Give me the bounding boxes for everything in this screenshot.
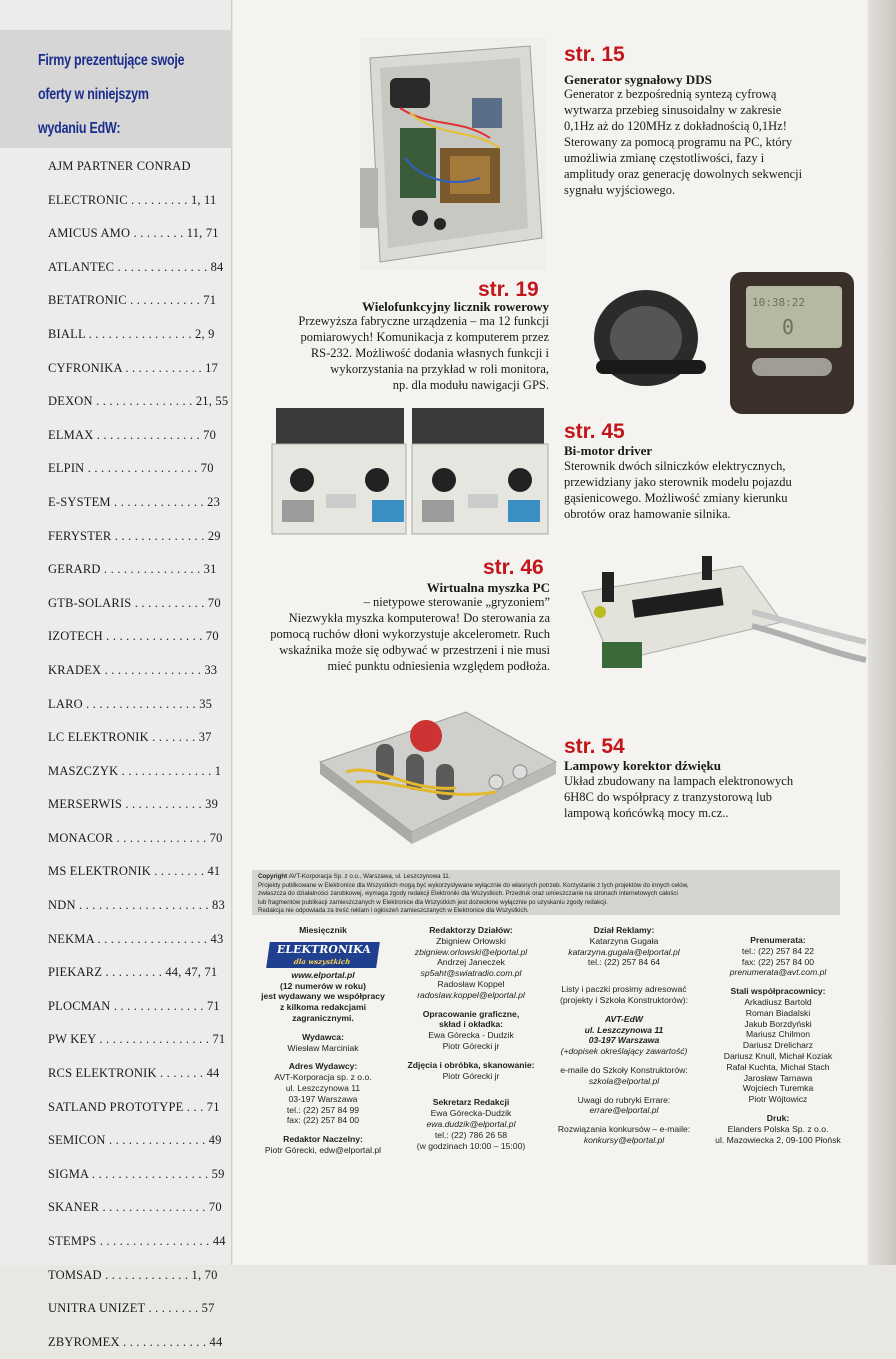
advertiser-entry: NEKMA . . . . . . . . . . . . . . . . . 43 — [48, 931, 224, 946]
collaborator: Dariusz Drelicharz — [742, 1040, 814, 1051]
masthead-line: z kilkoma redakcjami — [280, 1002, 366, 1013]
ads-email[interactable]: katarzyna.gugala@elportal.pl — [568, 946, 680, 957]
svg-text:10:38:22: 10:38:22 — [752, 296, 805, 309]
masthead-column-subscriptions — [702, 935, 854, 1145]
letters-address: AVT-EdW — [604, 1013, 644, 1024]
article-line: mieć punktu odniesienia względem podłoża. — [327, 659, 550, 673]
publisher-name: Wiesław Marciniak — [287, 1042, 359, 1053]
article-body-motor — [564, 458, 864, 522]
article-line: Sterownik dwóch silniczków elektrycznych, — [564, 459, 786, 473]
photo-virtual-mouse — [572, 552, 866, 692]
collaborator: Wojciech Turemka — [742, 1083, 814, 1094]
print-line: ul. Mazowiecka 2, 09-100 Płońsk — [715, 1134, 841, 1145]
advertiser-entry: IZOTECH . . . . . . . . . . . . . . . 70 — [48, 629, 219, 644]
article-line: – nietypowe sterowanie „gryzoniem” — [363, 595, 550, 609]
ads-line: tel.: (22) 257 84 64 — [587, 957, 661, 968]
article-line: pomocą ruchów dłoni wykorzystuje akcelerometr. Ruch — [270, 627, 550, 641]
article-line: 0,1Hz aż do 120MHz z dokładnością 0,1Hz! — [564, 119, 787, 133]
advertiser-entry: KRADEX . . . . . . . . . . . . . . . 33 — [48, 662, 218, 677]
masthead-line: (12 numerów w roku) — [280, 980, 366, 991]
editor-email[interactable]: zbigniew.orlowski@elportal.pl — [414, 946, 528, 957]
photos-heading: Zdjęcia i obróbka, skanowanie: — [407, 1059, 535, 1070]
graphics-heading: Opracowanie graficzne, — [422, 1008, 520, 1019]
advertiser-entry: E-SYSTEM . . . . . . . . . . . . . . 23 — [48, 494, 221, 509]
article-line: amplitudy oraz generację dowolnych sekwencji — [564, 167, 803, 181]
contest-line: Rozwiązania konkursów – e-maile: — [557, 1124, 691, 1135]
address-line: 03-197 Warszawa — [288, 1093, 358, 1104]
advertiser-entry: GTB-SOLARIS . . . . . . . . . . . 70 — [48, 595, 221, 610]
copyright-label: Copyright — [258, 873, 288, 880]
photos-line: Piotr Górecki jr — [442, 1070, 500, 1081]
advertiser-entry: NDN . . . . . . . . . . . . . . . . . . . . 83 — [48, 898, 225, 913]
advertiser-entry: AMICUS AMO . . . . . . . . 11, 71 — [48, 226, 219, 241]
copyright-line: Projekty publikowane w Elektronice dla Wszystkich mogą być wykorzystywane wyłącznie do własnych potrzeb. Korzystanie z tych projektów do innych celów, — [258, 881, 689, 889]
advertiser-entry: SATLAND PROTOTYPE . . . 71 — [48, 1099, 220, 1114]
advertiser-entry: SIGMA . . . . . . . . . . . . . . . . . . 59 — [48, 1166, 225, 1181]
secretary-line: Ewa Górecka-Dudzik — [430, 1108, 512, 1119]
collaborator: Roman Biadalski — [745, 1007, 811, 1018]
editor-name: Piotr Górecki, edw@elportal.pl — [264, 1144, 382, 1155]
print-line: Elanders Polska Sp. z o.o. — [727, 1123, 829, 1134]
advertiser-entry: MS ELEKTRONIK . . . . . . . . 41 — [48, 864, 221, 879]
advertiser-entry: MASZCZYK . . . . . . . . . . . . . . 1 — [48, 763, 222, 778]
errare-line: Uwagi do rubryki Errare: — [577, 1094, 671, 1105]
advertiser-entry: PLOCMAN . . . . . . . . . . . . . . 71 — [48, 998, 220, 1013]
article-title-bike: Wielofunkcyjny licznik rowerowy — [361, 299, 549, 314]
advertiser-entry: GERARD . . . . . . . . . . . . . . . 31 — [48, 562, 217, 577]
article-line: RS-232. Możliwość dodania własnych funkcji i — [310, 346, 549, 360]
article-line: 6H8C do współpracy z tranzystorową lub — [564, 790, 772, 804]
advertiser-entry: UNITRA UNIZET . . . . . . . . 57 — [48, 1301, 215, 1316]
advertiser-entry: LC ELEKTRONIK . . . . . . . 37 — [48, 730, 212, 745]
collaborator: Jakub Borzdyński — [744, 1018, 812, 1029]
advertiser-entry: ATLANTEC . . . . . . . . . . . . . . 84 — [48, 259, 224, 274]
editor-email[interactable]: radoslaw.koppel@elportal.pl — [417, 989, 525, 1000]
article-title-equalizer: Lampowy korektor dźwięku — [564, 758, 721, 773]
article-body-bike — [240, 313, 549, 393]
page-ref-19: str. 19 — [478, 278, 539, 301]
article-title-motor: Bi-motor driver — [564, 443, 653, 458]
letters-address: (+dopisek określający zawartość) — [560, 1046, 688, 1057]
page-ref-54: str. 54 — [564, 735, 625, 758]
advertiser-entry: CYFRONIKA . . . . . . . . . . . . 17 — [48, 360, 219, 375]
editors-heading: Redaktorzy Działów: — [429, 925, 513, 935]
article-line: wytwarza przebieg sinusoidalny w zakresie — [564, 103, 782, 117]
address-heading: Adres Wydawcy: — [288, 1061, 358, 1072]
article-title-dds: Generator sygnałowy DDS — [564, 72, 712, 87]
sidebar-title-line: wydaniu EdW: — [38, 120, 121, 137]
article-body-equalizer — [564, 773, 864, 821]
copyright-notice — [252, 870, 840, 915]
advertiser-entry: BIALL . . . . . . . . . . . . . . . . 2, 9 — [48, 326, 215, 341]
collaborators-heading: Stali współpracownicy: — [730, 986, 826, 997]
advertiser-entry: MERSERWIS . . . . . . . . . . . . 39 — [48, 797, 219, 812]
advertiser-entry: MONACOR . . . . . . . . . . . . . . 70 — [48, 830, 223, 845]
logo-text: ELEKTRONIKA — [275, 942, 372, 956]
article-line: Układ zbudowany na lampach elektronowych — [564, 774, 794, 788]
article-line: obrotów oraz hamowanie silnika. — [564, 507, 731, 521]
advertiser-entry: ZBYROMEX . . . . . . . . . . . . . 44 — [48, 1334, 223, 1349]
page-ref-46: str. 46 — [483, 556, 544, 579]
masthead-line: jest wydawany we współpracy — [261, 991, 385, 1002]
ads-heading: Dział Reklamy: — [593, 925, 655, 935]
subscription-email[interactable]: prenumerata@avt.com.pl — [729, 967, 827, 978]
letters-address: ul. Leszczynowa 11 — [584, 1024, 664, 1035]
advertiser-entry: DEXON . . . . . . . . . . . . . . . 21, 55 — [48, 394, 229, 409]
address-line: AVT-Korporacja sp. z o.o. — [274, 1072, 372, 1083]
advertiser-entry: STEMPS . . . . . . . . . . . . . . . . . 44 — [48, 1234, 226, 1248]
address-line: ul. Leszczynowa 11 — [285, 1082, 361, 1093]
article-line: Przewyższa fabryczne urządzenia – ma 12 funkcji — [298, 314, 549, 328]
advertiser-entry: RCS ELEKTRONIK . . . . . . . 44 — [48, 1066, 220, 1081]
advertiser-entry: LARO . . . . . . . . . . . . . . . . . 35 — [48, 696, 213, 711]
address-line: fax: (22) 257 84 00 — [286, 1115, 360, 1126]
article-line: pomiarowych! Komunikacja z komputerem przez — [300, 330, 549, 344]
photo-bike-computer — [576, 268, 862, 418]
advertiser-entry: TOMSAD . . . . . . . . . . . . . 1, 70 — [48, 1267, 218, 1282]
address-line: tel.: (22) 257 84 99 — [286, 1104, 360, 1115]
advertiser-entry: ELPIN . . . . . . . . . . . . . . . . . 70 — [48, 461, 214, 476]
advertiser-entry: SEMICON . . . . . . . . . . . . . . . 49 — [48, 1133, 222, 1148]
article-line: wskaźnika może się odbywać w przestrzeni i nie musi — [279, 643, 550, 657]
collaborator: Jarosław Tarnawa — [743, 1072, 813, 1083]
article-line: lampową końcówką mocy m.cz.. — [564, 806, 729, 820]
editor-heading: Redaktor Naczelny: — [283, 1134, 363, 1145]
website-url[interactable]: www.elportal.pl — [291, 969, 355, 980]
secretary-line: tel.: (22) 786 26 58 — [434, 1129, 508, 1140]
errare-email[interactable]: errare@elportal.pl — [589, 1105, 659, 1116]
secretary-line: (w godzinach 10:00 – 15:00) — [416, 1140, 526, 1151]
graphics-heading: skład i okładka: — [438, 1019, 503, 1030]
masthead-column-editors — [396, 925, 546, 1151]
editor-email[interactable]: sp5aht@swiatradio.com.pl — [420, 968, 522, 979]
advertiser-entry: SKANER . . . . . . . . . . . . . . . . 70 — [48, 1200, 222, 1215]
publisher-heading: Wydawca: — [302, 1031, 344, 1042]
secretary-email[interactable]: ewa.dudzik@elportal.pl — [426, 1118, 516, 1129]
magazine-logo — [266, 942, 380, 968]
article-line: gąsienicowego. Możliwość zmiany kierunku — [564, 491, 788, 505]
editor-line: Zbigniew Orłowski — [436, 935, 506, 946]
collaborator: Rafał Kuchta, Michał Stach — [726, 1061, 830, 1072]
sidebar-title-line: Firmy prezentujące swoje — [38, 52, 185, 69]
article-line: Sterowany za pomocą programu na PC, który — [564, 135, 793, 149]
advertiser-entry: ELECTRONIC . . . . . . . . . 1, 11 — [48, 192, 217, 207]
collaborator: Dariusz Knull, Michał Koziak — [723, 1050, 833, 1061]
article-line: Generator z bezpośrednią syntezą cyfrową — [564, 87, 777, 101]
advertiser-list — [48, 150, 229, 1359]
article-line: przewidziany jako sterownik modelu pojazdu — [564, 475, 792, 489]
letters-line: Listy i paczki prosimy adresować — [561, 984, 687, 995]
letters-address: 03-197 Warszawa — [588, 1035, 660, 1046]
masthead-column-ads — [548, 925, 700, 1146]
article-line: wykorzystania na przykład w roli monitora, — [330, 362, 549, 376]
sidebar-title — [38, 44, 217, 146]
advertiser-entry: BETATRONIC . . . . . . . . . . . 71 — [48, 293, 217, 308]
subscription-heading: Prenumerata: — [750, 935, 806, 945]
copyright-line: zwłaszcza do działalności zarobkowej, wymaga zgody redakcji Elektroniki dla Wszystkich. Przedruk oraz umieszczanie na stronach internetowych całości — [258, 890, 678, 898]
letters-line: (projekty i Szkoła Konstruktorów): — [560, 994, 688, 1005]
advertiser-entry: FERYSTER . . . . . . . . . . . . . . 29 — [48, 528, 221, 543]
article-body-dds — [564, 86, 864, 198]
editor-line: Andrzej Janeczek — [437, 957, 505, 968]
article-line: umożliwia zmianę częstotliwości, fazy i — [564, 151, 765, 165]
collaborator: Mariusz Chilmon — [746, 1029, 810, 1040]
photo-dds-generator — [360, 38, 546, 270]
page-ref-45: str. 45 — [564, 420, 625, 443]
sidebar-title-line: oferty w niniejszym — [38, 86, 149, 103]
copyright-line: Redakcja nie odpowiada za treść reklam i ogłoszeń zamieszczanych w Elektronice dla Wszystkich. — [258, 907, 529, 915]
masthead-line: zagranicznymi. — [292, 1012, 354, 1023]
ads-line: Katarzyna Gugała — [589, 935, 659, 946]
advertisers-sidebar — [0, 0, 232, 1349]
advertiser-entry: PW KEY . . . . . . . . . . . . . . . . . 71 — [48, 1032, 226, 1047]
svg-text:0: 0 — [782, 315, 795, 339]
school-line: e-maile do Szkoły Konstruktorów: — [560, 1064, 688, 1075]
page-edge-shadow — [868, 0, 896, 1265]
photo-tube-equalizer — [316, 692, 560, 848]
photo-motor-driver — [272, 404, 548, 534]
logo-subtext: dla wszystkich — [293, 956, 352, 966]
article-line: np. dla modułu nawigacji GPS. — [392, 378, 549, 392]
article-line: Niezwykła myszka komputerowa! Do sterowania za — [288, 611, 550, 625]
advertiser-entry: PIEKARZ . . . . . . . . . 44, 47, 71 — [48, 965, 218, 980]
print-heading: Druk: — [766, 1112, 790, 1123]
article-body-mouse — [240, 594, 550, 674]
masthead-column-publisher — [256, 925, 390, 1156]
subscription-line: tel.: (22) 257 84 22 — [741, 945, 815, 956]
subscription-line: fax: (22) 257 84 00 — [741, 956, 815, 967]
editor-line: Radosław Koppel — [437, 978, 505, 989]
article-title-mouse: Wirtualna myszka PC — [426, 580, 550, 595]
collaborator: Arkadiusz Bartold — [744, 996, 812, 1007]
school-email[interactable]: szkola@elportal.pl — [588, 1075, 660, 1086]
masthead-heading: Miesięcznik — [299, 925, 347, 935]
contest-email[interactable]: konkursy@elportal.pl — [583, 1134, 665, 1145]
secretary-heading: Sekretarz Redakcji — [432, 1097, 510, 1108]
collaborator: Piotr Wójtowicz — [748, 1094, 808, 1105]
graphics-line: Ewa Górecka - Dudzik — [428, 1030, 514, 1041]
copyright-text: AVT-Korporacja Sp. z o.o., Warszawa, ul. Leszczynowa 11. — [288, 873, 451, 880]
copyright-line: lub fragmentów publikacji zamieszczanych w Elektronice dla Wszystkich jest dozwolone wyłącznie po uzyskaniu zgody redakcji. — [258, 898, 608, 906]
article-line: sygnału wyjściowego. — [564, 183, 676, 197]
advertiser-entry: AJM PARTNER CONRAD — [48, 159, 191, 173]
advertiser-entry: ELMAX . . . . . . . . . . . . . . . . 70 — [48, 427, 217, 442]
page-ref-15: str. 15 — [564, 43, 625, 66]
graphics-line: Piotr Górecki jr — [442, 1040, 500, 1051]
